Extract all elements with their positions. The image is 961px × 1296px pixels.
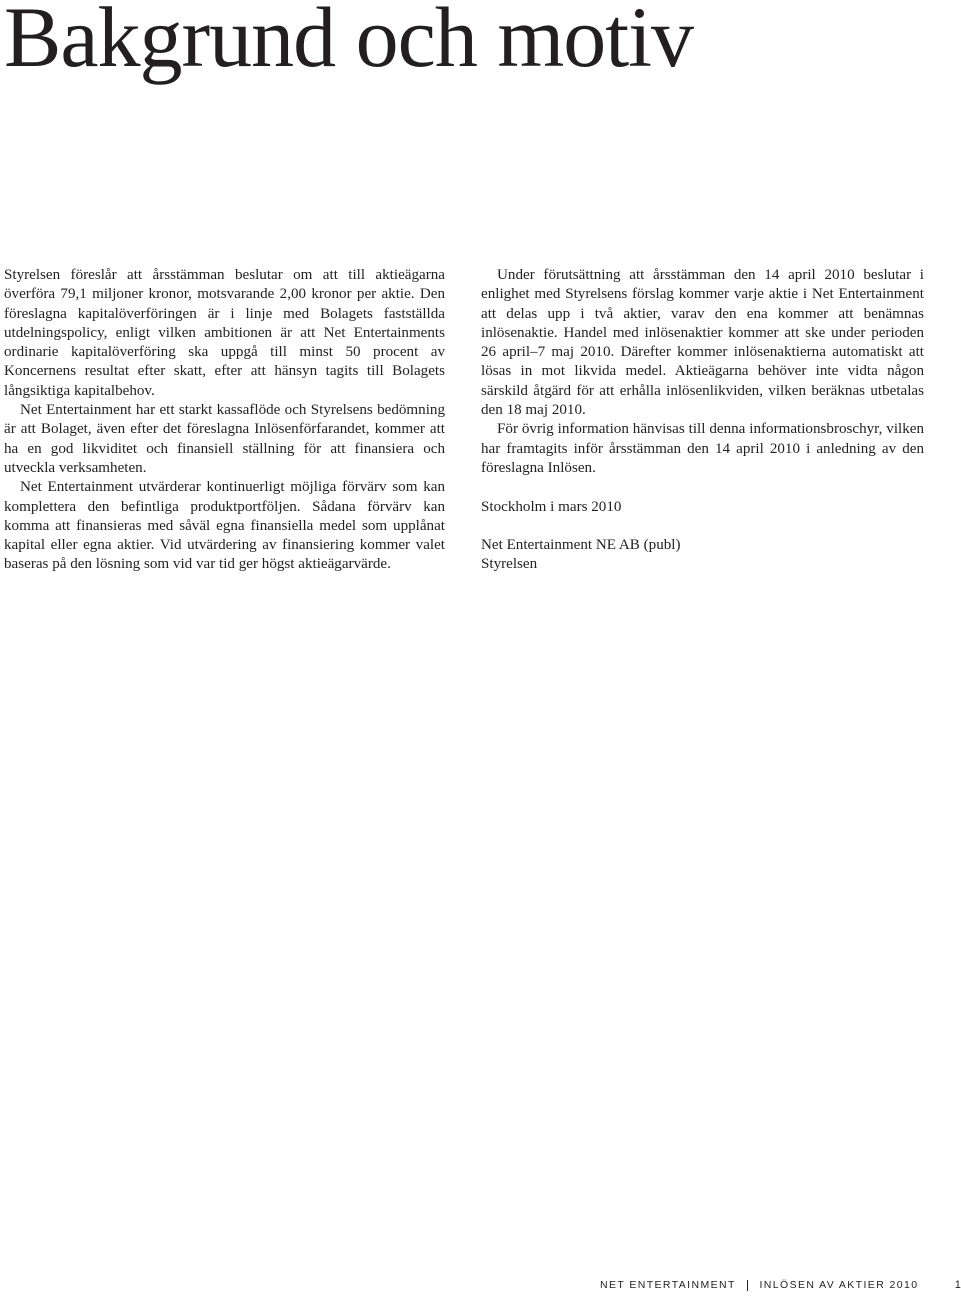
- left-column: [4, 266, 445, 575]
- paragraph-proposal: Styrelsen föreslår att årsstämman beslutar om att till aktieägarna överföra 79,1 miljoner kronor, motsvarande 2,00 kronor per aktie. Den föreslagna kapitalöverföringen är i linje med Bolagets fastställda utdelningspolicy, enligt vilken ambitionen är att Net Entertainments ordinarie kapitalöverföring ska uppgå till minst 50 procent av Koncernens resultat efter skatt, efter att hänsyn tagits till Bolagets långsiktiga kapitalbehov.: [4, 267, 445, 399]
- footer-document-title: INLÖSEN AV AKTIER 2010: [759, 1279, 919, 1292]
- place-and-date: Stockholm i mars 2010: [481, 498, 622, 515]
- signatory: Styrelsen: [481, 556, 538, 573]
- right-column: [481, 266, 924, 575]
- page-footer: [600, 1279, 961, 1295]
- paragraph-further-information: För övrig information hänvisas till denna informationsbroschyr, vilken har framtagits inför årsstämman den 14 april 2010 i anledning av den föreslagna Inlösen.: [481, 421, 924, 476]
- paragraph-redemption-process: Under förutsättning att årsstämman den 14 april 2010 beslutar i enlighet med Styrelsens förslag kommer varje aktie i Net Entertainment att delas upp i två aktier, varav den ena kommer att benämnas inlösenaktie. Handel med inlösenaktier kommer att ske under perioden 26 april–7 maj 2010. Därefter kommer inlösenaktierna automatiskt att lösas in mot likvida medel. Aktieägarna behöver inte vidta någon särskild åtgärd för att erhålla inlösenlikviden, vilken beräknas utbetalas den 18 maj 2010.: [481, 267, 924, 419]
- page-number: 1: [954, 1279, 961, 1292]
- footer-company: NET ENTERTAINMENT: [600, 1279, 736, 1292]
- paragraph-acquisitions: Net Entertainment utvärderar kontinuerligt möjliga förvärv som kan komplettera den befintliga produktportföljen. Sådana förvärv kan komma att finansieras med såväl egna finansiella medel som upplånat kapital eller egna aktier. Vid utvärdering av finansiering kommer valet baseras på den lösning som vid var tid ger högst aktieägarvärde.: [4, 479, 445, 573]
- footer-separator: [747, 1280, 748, 1291]
- company-name: Net Entertainment NE AB (publ): [481, 537, 681, 554]
- paragraph-cashflow: Net Entertainment har ett starkt kassaflöde och Styrelsens bedömning är att Bolaget, även efter det föreslagna Inlösenförfarandet, kommer att ha en god likviditet och finansiell ställning för att finansiera och utveckla verksamheten.: [4, 402, 445, 476]
- page-title: Bakgrund och motiv: [4, 0, 694, 85]
